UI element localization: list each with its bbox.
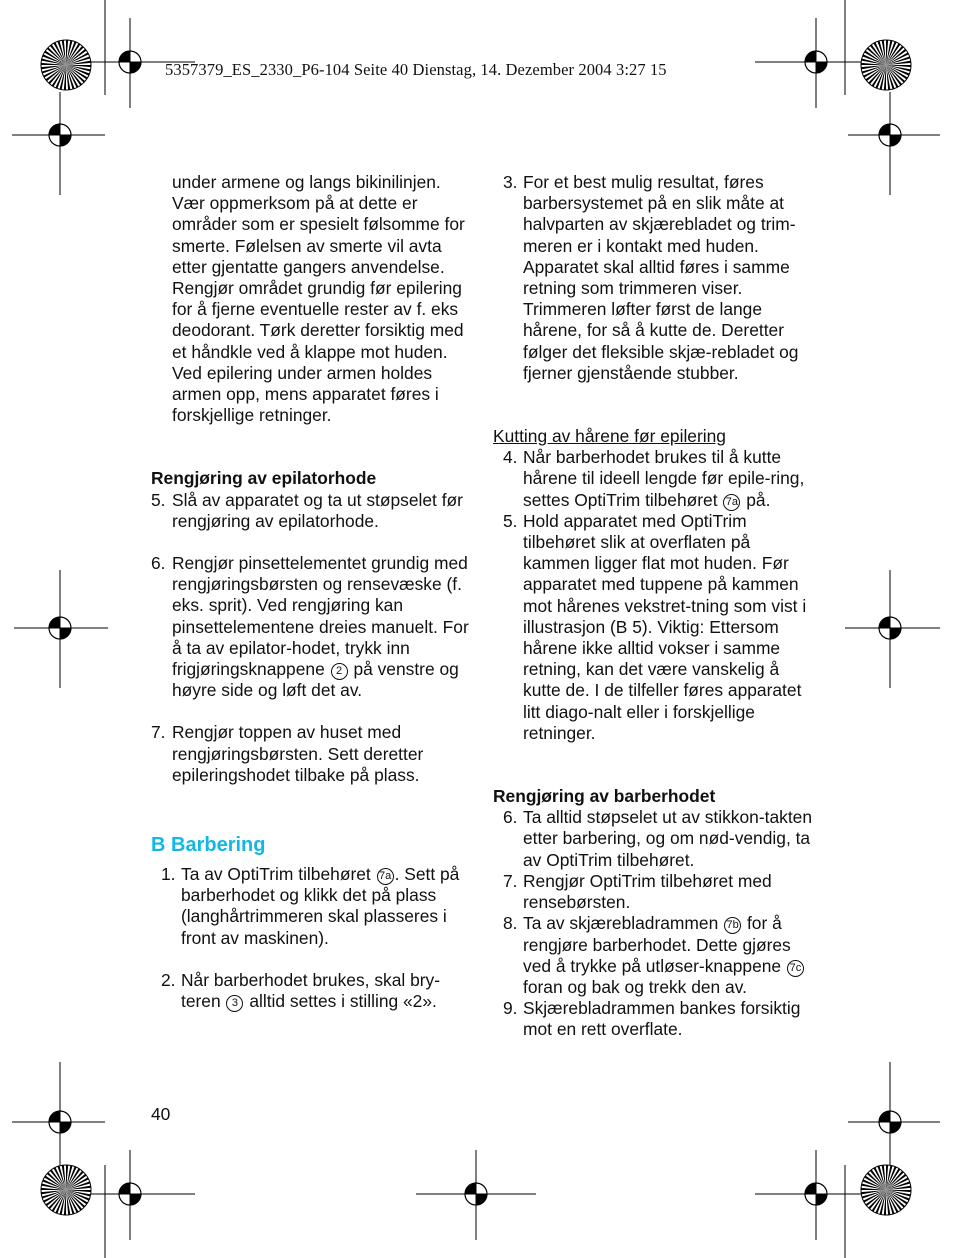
heading-epilator-cleaning: Rengjøring av epilatorhode xyxy=(151,468,377,489)
item-text-part: foran og bak og trekk den av. xyxy=(523,976,747,997)
ref-circle: 7c xyxy=(787,960,804,977)
item-text: Ta alltid støpselet ut av stikkon-takten etter barbering, og om nød-vendig, ta av OptiTrim tilbehøret. xyxy=(523,807,813,870)
item-text-part: alltid settes i stilling «2». xyxy=(249,991,437,1012)
item-number: 9. xyxy=(503,998,518,1019)
registration-star-mark xyxy=(41,1165,91,1215)
registration-star-mark xyxy=(861,40,911,90)
list-item xyxy=(493,871,813,913)
item-text-part: Ta av skjærebladrammen xyxy=(523,913,719,934)
item-text xyxy=(493,913,813,998)
page-number: 40 xyxy=(151,1104,171,1124)
item-text-part: for å rengjøre barberhodet. Dette gjøres ved å trykke på utløser-knappene xyxy=(523,913,791,976)
item-text-part: Ta av OptiTrim tilbehøret xyxy=(181,864,371,885)
list-item xyxy=(151,553,471,701)
paragraph: Ved epilering under armen holdes armen opp, mens apparatet føres i forskjellige retninger. xyxy=(172,362,439,426)
paragraph: under armene og langs bikinilinjen. Vær oppmerksom på at dette er områder som er spesielt følsomme for smerte. Følelsen av smerte vil avta etter gjentatte gangers anvendelse. xyxy=(172,172,465,277)
item-number: 7. xyxy=(503,870,518,891)
item-text-part: Rengjør pinsettelementet grundig med rengjøringsbørsten og rensevæske (f. eks. sprit). Ved rengjøring kan pinsettelementene dreies manuelt. For å ta av epilator-hodet, trykk inn frigjøringsknappene xyxy=(172,553,469,680)
item-number: 8. xyxy=(503,913,518,934)
item-text: Rengjør toppen av huset med rengjøringsbørsten. Sett deretter epileringshodet tilbake på plass. xyxy=(172,722,424,785)
ref-circle: 7b xyxy=(724,917,741,934)
item-text: Slå av apparatet og ta ut støpselet før rengjøring av epilatorhode. xyxy=(172,489,463,531)
item-text: Skjærebladrammen bankes forsiktig mot en rett overflate. xyxy=(523,998,801,1040)
list-item xyxy=(493,998,813,1040)
item-text: For et best mulig resultat, føres barbersystemet på en slik måte at halvparten av skjærebladet og trim-meren er i kontakt med huden. Apparatet skal alltid føres i samme retning som trimmeren viser. Trimmeren løfter først de lange hårene, for så å kutte de. Deretter følger det fleksible skjæ-rebladet og fjerner gjenstående stubber. xyxy=(523,172,799,383)
ref-circle: 7a xyxy=(377,868,394,885)
item-number: 6. xyxy=(503,807,518,828)
item-text xyxy=(151,864,471,949)
item-text xyxy=(151,553,471,701)
list-item xyxy=(493,913,813,998)
left-column xyxy=(151,172,471,1012)
item-number: 5. xyxy=(503,510,518,531)
item-number: 5. xyxy=(151,489,166,510)
paragraph: Rengjør området grundig før epilering for å fjerne eventuelle rester av f. eks deodorant. Tørk deretter forsiktig med et håndkle ved å klappe mot huden. xyxy=(172,278,464,362)
item-text xyxy=(493,447,813,511)
item-number: 6. xyxy=(151,553,166,574)
section-title-barbering: B Barbering xyxy=(151,834,266,857)
registration-star-mark xyxy=(861,1165,911,1215)
item-number: 2. xyxy=(161,969,176,990)
ref-circle: 3 xyxy=(226,995,243,1012)
list-item xyxy=(151,490,471,532)
list-item xyxy=(493,172,813,384)
item-text-part: . Sett på barberhodet og klikk det på plass (langhårtrimmeren skal plasseres i front av maskinen). xyxy=(181,864,460,948)
heading-cutting-hair: Kutting av hårene før epilering xyxy=(493,426,726,447)
item-number: 4. xyxy=(503,447,518,468)
list-item xyxy=(151,722,471,786)
item-number: 7. xyxy=(151,722,166,743)
right-column xyxy=(493,172,813,1041)
registration-star-mark xyxy=(41,40,91,90)
list-item xyxy=(151,970,471,1012)
list-item xyxy=(151,864,471,949)
item-text: Hold apparatet med OptiTrim tilbehøret slik at overflaten på kammen ligger flat mot huden. Før apparatet med tuppene på kammen mot hårenes vekstret-tning som vist i illustrasjon (B 5). Viktig: Ettersom hårene ikke alltid vokser i samme retning, kan det være vanskelig å kutte de. I de tilfeller føres apparatet litt diago-nalt eller i forskjellige retninger. xyxy=(523,510,807,743)
item-number: 3. xyxy=(503,172,518,192)
item-number: 1. xyxy=(161,864,176,885)
item-text-part: på. xyxy=(746,489,771,510)
list-item xyxy=(493,511,813,744)
heading-shaver-cleaning: Rengjøring av barberhodet xyxy=(493,786,716,807)
item-text xyxy=(151,970,471,1012)
print-header: 5357379_ES_2330_P6-104 Seite 40 Dienstag, 14. Dezember 2004 3:27 15 xyxy=(165,60,667,79)
item-text-part: på venstre og høyre side og løft det av. xyxy=(172,659,459,701)
item-text-part: Når barberhodet brukes til å kutte hårene til ideell lengde før epile-ring, settes OptiTrim tilbehøret xyxy=(523,447,805,510)
ref-circle: 7a xyxy=(723,494,740,511)
list-item xyxy=(493,807,813,871)
list-item xyxy=(493,447,813,511)
ref-circle: 2 xyxy=(331,663,348,680)
item-text-part: Når barberhodet brukes, skal bry-teren xyxy=(181,969,441,1012)
item-text: Rengjør OptiTrim tilbehøret med rensebørsten. xyxy=(523,870,772,913)
